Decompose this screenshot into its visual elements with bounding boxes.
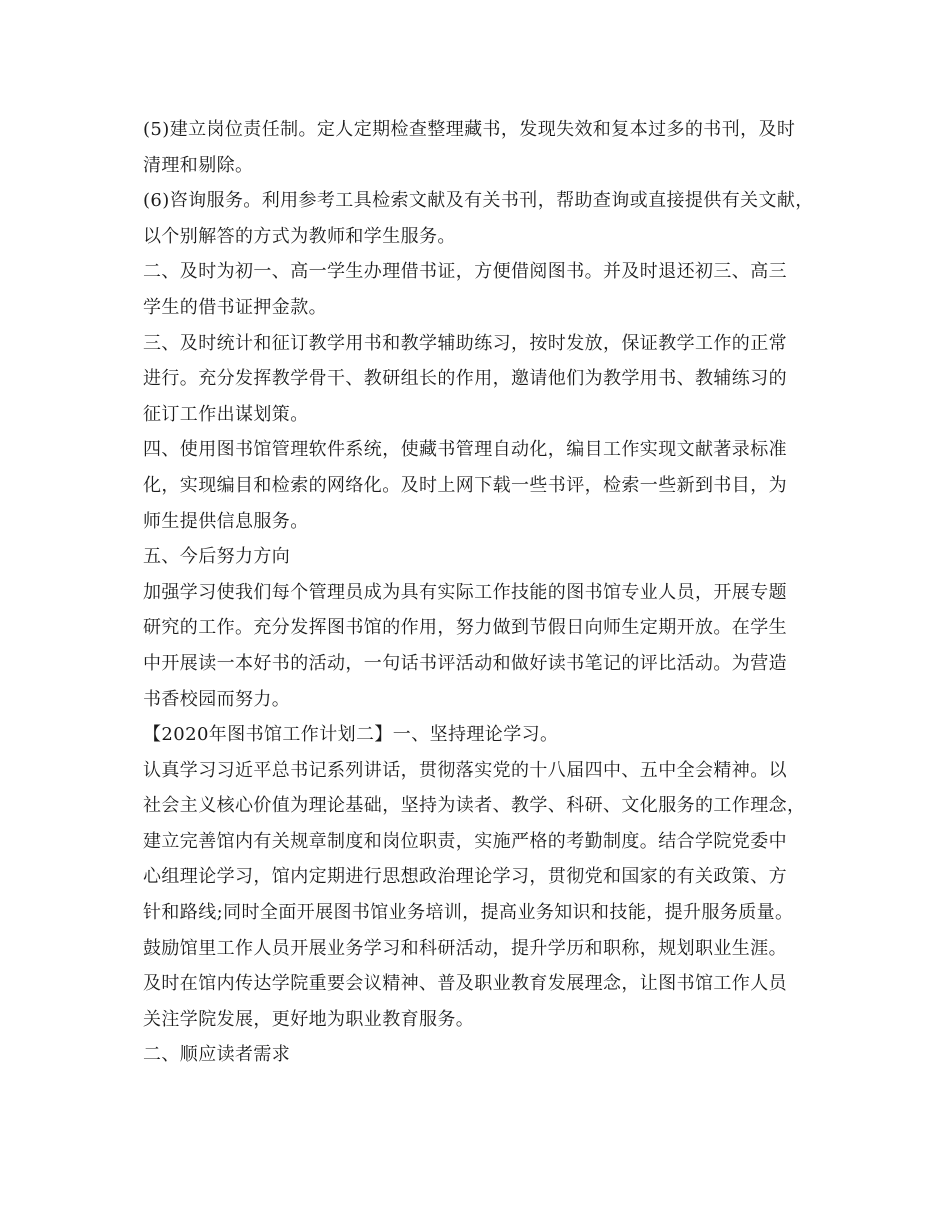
text-line: 师生提供信息服务。	[143, 510, 309, 532]
section-heading: 二、顺应读者需求	[143, 1044, 291, 1066]
text-line: 鼓励馆里工作人员开展业务学习和科研活动，提升学历和职称，规划职业生涯。	[143, 937, 787, 959]
text-line: 社会主义核心价值为理论基础，坚持为读者、教学、科研、文化服务的工作理念，	[143, 795, 806, 817]
text-line: 进行。充分发挥教学骨干、教研组长的作用，邀请他们为教学用书、教辅练习的	[143, 368, 787, 390]
text-line: 学生的借书证押金款。	[143, 296, 327, 318]
text-line: 二、及时为初一、高一学生办理借书证，方便借阅图书。并及时退还初三、高三	[143, 261, 787, 283]
text-line: 认真学习习近平总书记系列讲话，贯彻落实党的十八届四中、五中全会精神。以	[143, 759, 787, 781]
text-line: 建立完善馆内有关规章制度和岗位职责，实施严格的考勤制度。结合学院党委中	[143, 830, 787, 852]
text-line: 针和路线;同时全面开展图书馆业务培训，提高业务知识和技能，提升服务质量。	[143, 902, 794, 924]
text-line: 清理和剔除。	[143, 154, 254, 176]
text-line: 及时在馆内传达学院重要会议精神、普及职业教育发展理念，让图书馆工作人员	[143, 973, 787, 995]
text-line: 心组理论学习，馆内定期进行思想政治理论学习，贯彻党和国家的有关政策、方	[143, 866, 787, 888]
text-line: (6)咨询服务。利用参考工具检索文献及有关书刊，帮助查询或直接提供有关文献，	[143, 190, 814, 212]
plan-heading: 【2020年图书馆工作计划二】一、坚持理论学习。	[143, 724, 559, 746]
text-line: 加强学习使我们每个管理员成为具有实际工作技能的图书馆专业人员，开展专题	[143, 581, 787, 603]
section-heading: 五、今后努力方向	[143, 546, 291, 568]
text-line: 以个别解答的方式为教师和学生服务。	[143, 225, 456, 247]
text-line: (5)建立岗位责任制。定人定期检查整理藏书，发现失效和复本过多的书刊，及时	[143, 119, 796, 140]
text-line: 征订工作出谋划策。	[143, 403, 309, 425]
text-line: 书香校园而努力。	[143, 688, 291, 710]
text-line: 四、使用图书馆管理软件系统，使藏书管理自动化，编目工作实现文献著录标准	[143, 439, 787, 461]
text-line: 化，实现编目和检索的网络化。及时上网下载一些书评，检索一些新到书目，为	[143, 474, 787, 496]
text-line: 中开展读一本好书的活动，一句话书评活动和做好读书笔记的评比活动。为营造	[143, 652, 787, 674]
text-line: 研究的工作。充分发挥图书馆的作用，努力做到节假日向师生定期开放。在学生	[143, 617, 787, 639]
document-body	[143, 112, 823, 1073]
text-line: 关注学院发展，更好地为职业教育服务。	[143, 1008, 475, 1030]
text-line: 三、及时统计和征订教学用书和教学辅助练习，按时发放，保证教学工作的正常	[143, 332, 787, 354]
